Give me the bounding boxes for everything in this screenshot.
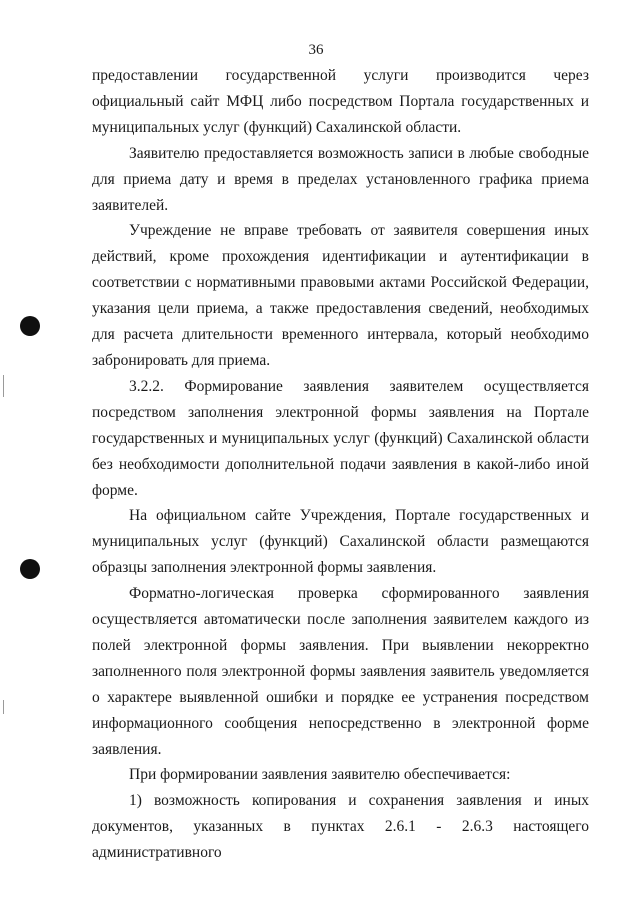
paragraph-section-3-2-2: 3.2.2. Формирование заявления заявителем осуществляется посредством заполнения электронной формы заявления на Портале государственных и муниципальных услуг (функций) Сахалинской области без необходимости дополнительной подачи заявления в какой-либо иной форме. bbox=[92, 377, 589, 499]
paragraph-appointment-booking: Заявителю предоставляется возможность записи в любые свободные для приема дату и время в пределах установленного графика приема заявителей. bbox=[92, 144, 589, 214]
paragraph-sample-forms: На официальном сайте Учреждения, Портале государственных и муниципальных услуг (функций) Сахалинской области размещаются образцы заполнения электронной формы заявления. bbox=[92, 507, 589, 577]
paragraph-provision-intro: При формировании заявления заявителю обеспечивается: bbox=[129, 766, 511, 784]
paragraph-list-item-1: 1) возможность копирования и сохранения заявления и иных документов, указанных в пунктах 2.6.1 - 2.6.3 настоящего административного bbox=[92, 792, 589, 862]
punch-hole-mark bbox=[20, 316, 40, 336]
paragraph-institution-restrictions: Учреждение не вправе требовать от заявителя совершения иных действий, кроме прохождения идентификации и аутентификации в соответствии с нормативными правовыми актами Российской Федерации, указания цели приема, а также предоставления сведений, необходимых для расчета длительности временного интервала, который необходимо забронировать для приема. bbox=[92, 222, 589, 369]
paragraph-format-check: Форматно-логическая проверка сформированного заявления осуществляется автоматически после заполнения заявителем каждого из полей электронной формы заявления. При выявлении некорректно заполненного поля электронной формы заявления заявитель уведомляется о характере выявленной ошибки и порядке ее устранения посредством информационного сообщения непосредственно в электронной форме заявления. bbox=[92, 585, 589, 758]
paragraph-continuation: предоставлении государственной услуги производится через официальный сайт МФЦ либо посредством Портала государственных и муниципальных услуг (функций) Сахалинской области. bbox=[92, 67, 589, 136]
page-number: 36 bbox=[308, 42, 324, 58]
scan-edge-artifact bbox=[3, 375, 4, 397]
punch-hole-mark bbox=[20, 559, 40, 579]
scan-edge-artifact bbox=[3, 700, 4, 714]
document-body bbox=[92, 63, 589, 866]
